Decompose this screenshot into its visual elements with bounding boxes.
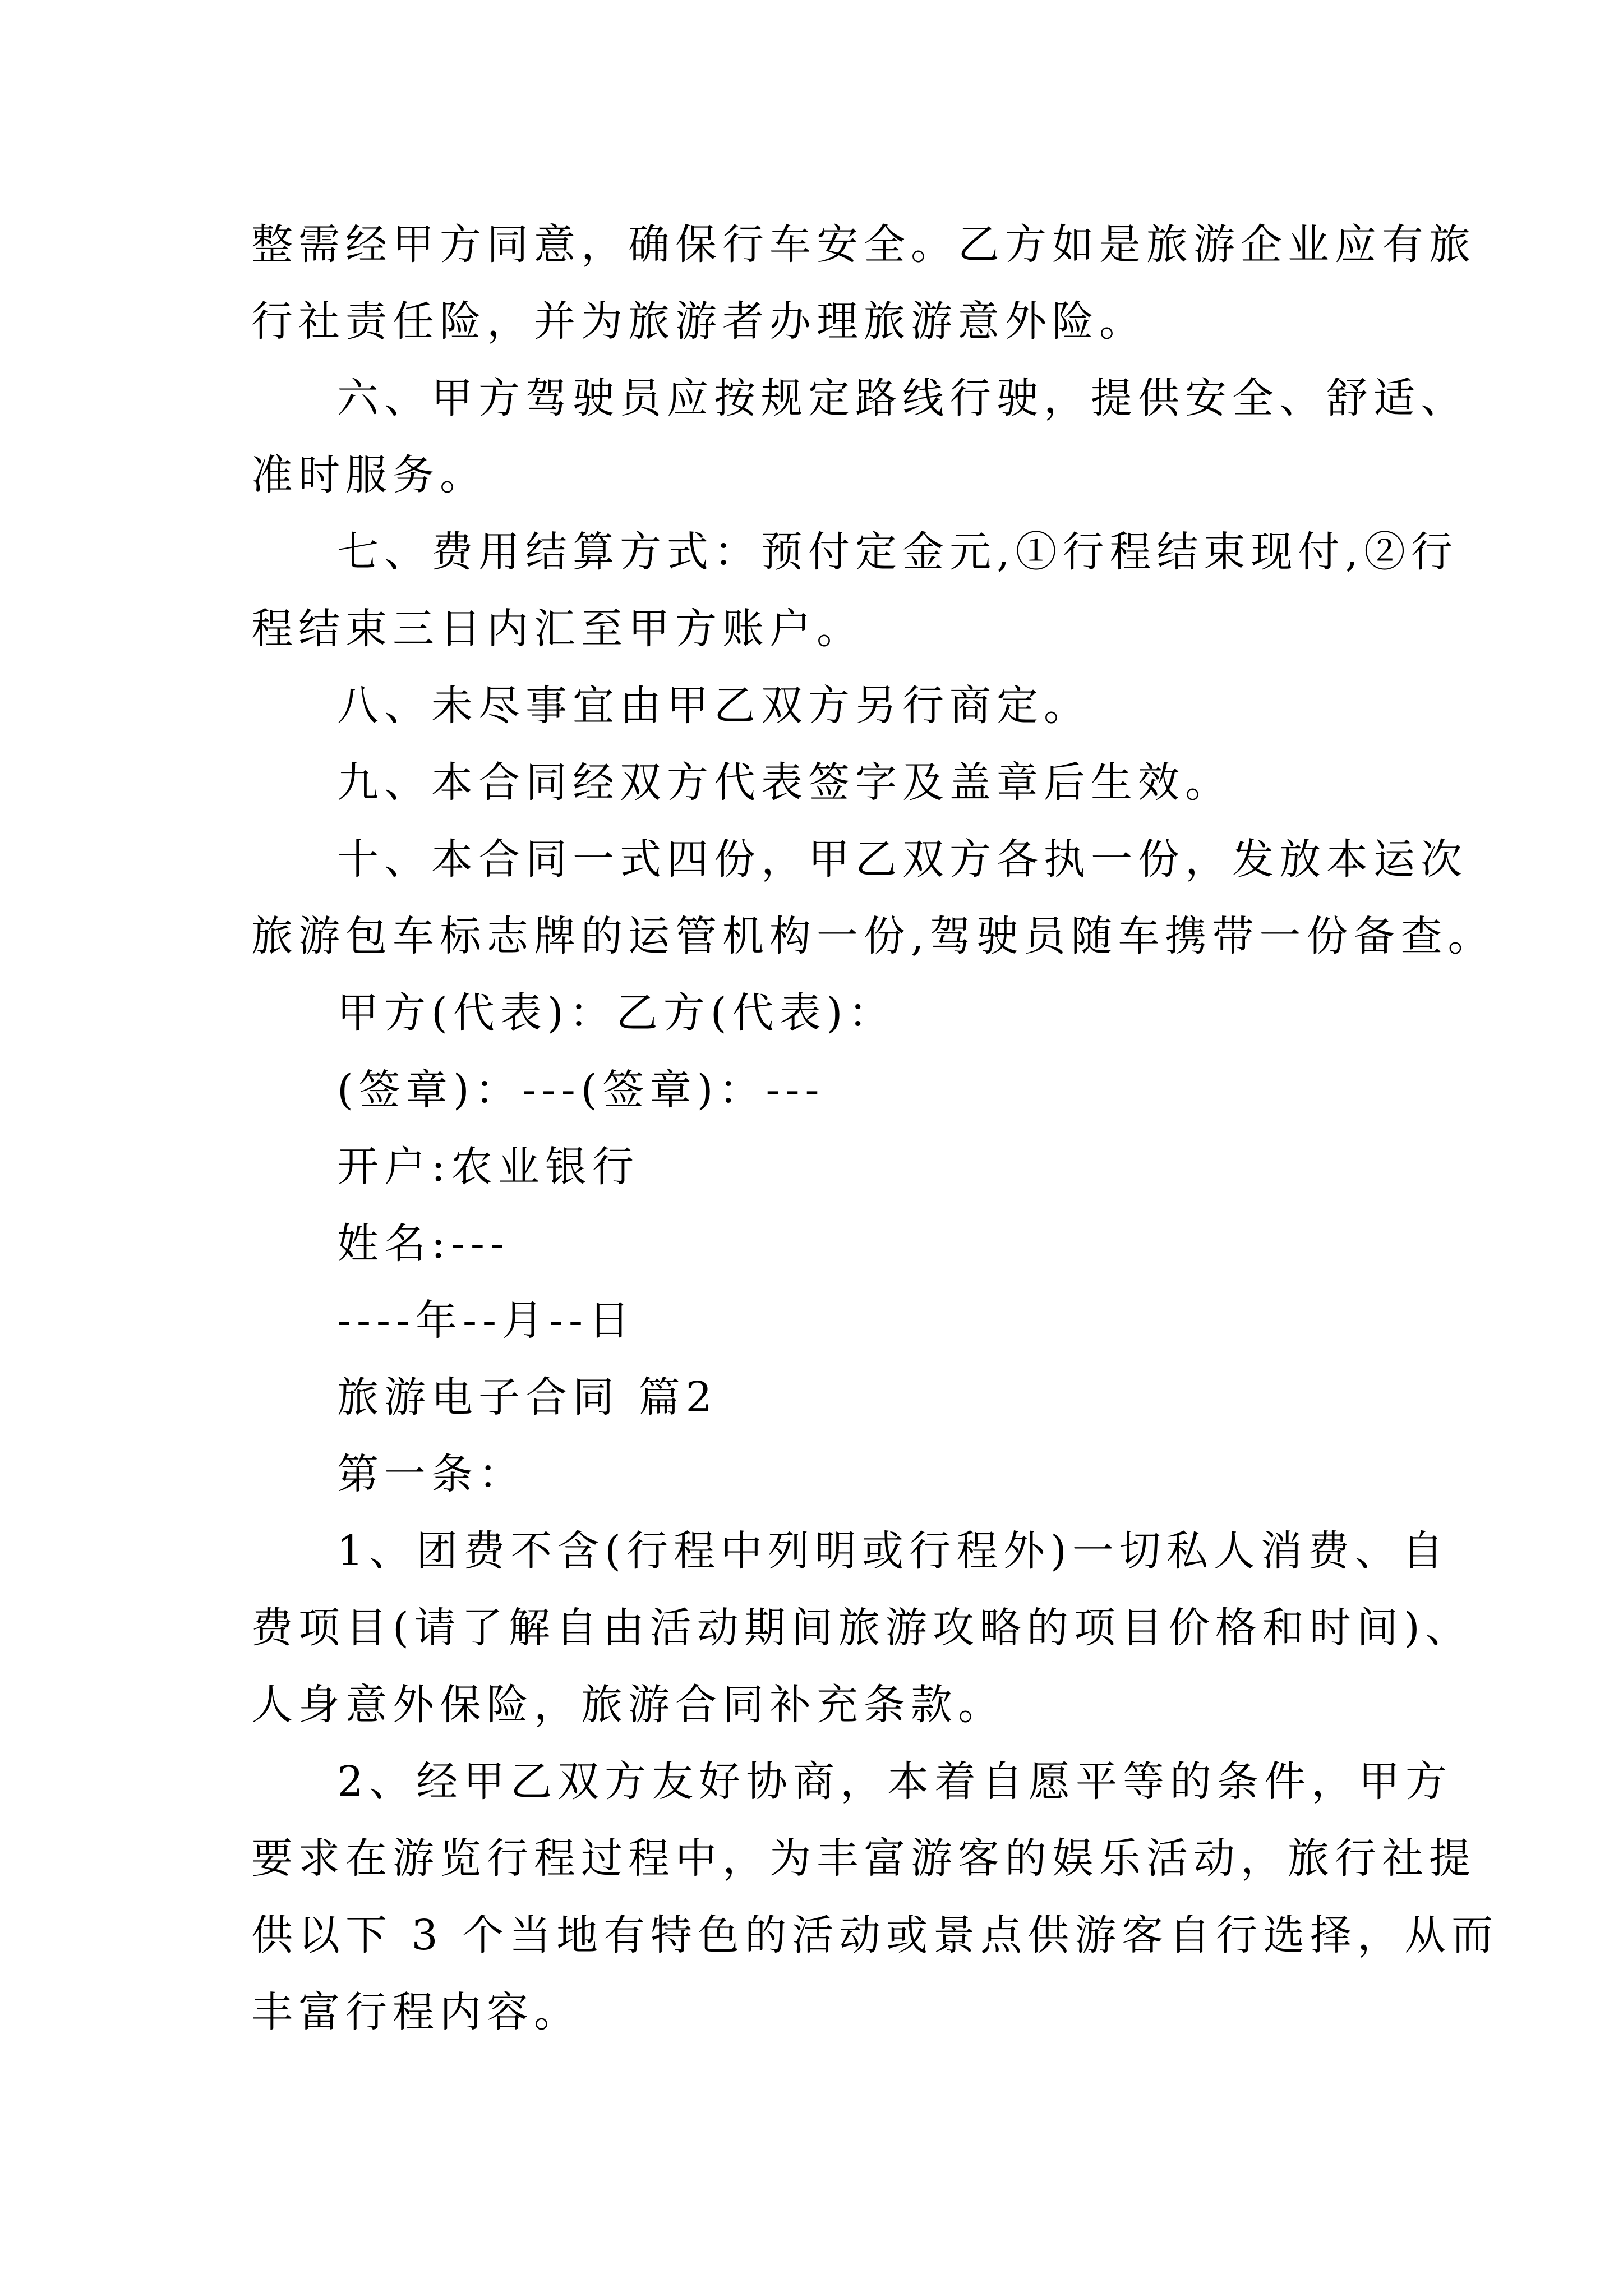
signature-line-seal: (签章)：---(签章)：--- bbox=[337, 1066, 825, 1114]
document-body bbox=[251, 206, 1499, 2051]
section-heading: 旅游电子合同 篇2 bbox=[337, 1373, 718, 1421]
text-line: 丰富行程内容。 bbox=[251, 1988, 581, 2036]
text-line: 人身意外保险，旅游合同补充条款。 bbox=[251, 1681, 1005, 1729]
name-line: 姓名:--- bbox=[337, 1220, 510, 1268]
text-line: 要求在游览行程过程中，为丰富游客的娱乐活动，旅行社提 bbox=[251, 1834, 1476, 1883]
text-line: 六、甲方驾驶员应按规定路线行驶，提供安全、舒适、 bbox=[337, 374, 1468, 422]
text-line: 费项目(请了解自由活动期间旅游攻略的项目价格和时间)、 bbox=[251, 1604, 1473, 1652]
text-line: 供以下 3 个当地有特色的活动或景点供游客自行选择，从而 bbox=[251, 1911, 1499, 1959]
text-line: 十、本合同一式四份，甲乙双方各执一份，发放本运次 bbox=[337, 835, 1468, 884]
text-line: 程结束三日内汇至甲方账户。 bbox=[251, 605, 864, 653]
text-line: 旅游包车标志牌的运管机构一份,驾驶员随车携带一份备查。 bbox=[251, 912, 1495, 960]
text-line: 八、未尽事宜由甲乙双方另行商定。 bbox=[337, 682, 1091, 730]
text-line: 七、费用结算方式：预付定金元,①行程结束现付,②行 bbox=[337, 528, 1459, 576]
signature-line-party: 甲方(代表)：乙方(代表)： bbox=[337, 989, 896, 1037]
text-line: 九、本合同经双方代表签字及盖章后生效。 bbox=[337, 758, 1232, 807]
bank-line: 开户:农业银行 bbox=[337, 1143, 639, 1191]
text-line: 1、团费不含(行程中列明或行程外)一切私人消费、自 bbox=[337, 1527, 1449, 1575]
text-line: 准时服务。 bbox=[251, 451, 487, 499]
text-line: 整需经甲方同意，确保行车安全。乙方如是旅游企业应有旅 bbox=[251, 220, 1476, 269]
text-line: 2、经甲乙双方友好协商，本着自愿平等的条件，甲方 bbox=[337, 1757, 1453, 1806]
text-line: 行社责任险，并为旅游者办理旅游意外险。 bbox=[251, 297, 1146, 346]
article-heading: 第一条： bbox=[337, 1450, 525, 1498]
date-line: ----年--月--日 bbox=[337, 1296, 636, 1345]
